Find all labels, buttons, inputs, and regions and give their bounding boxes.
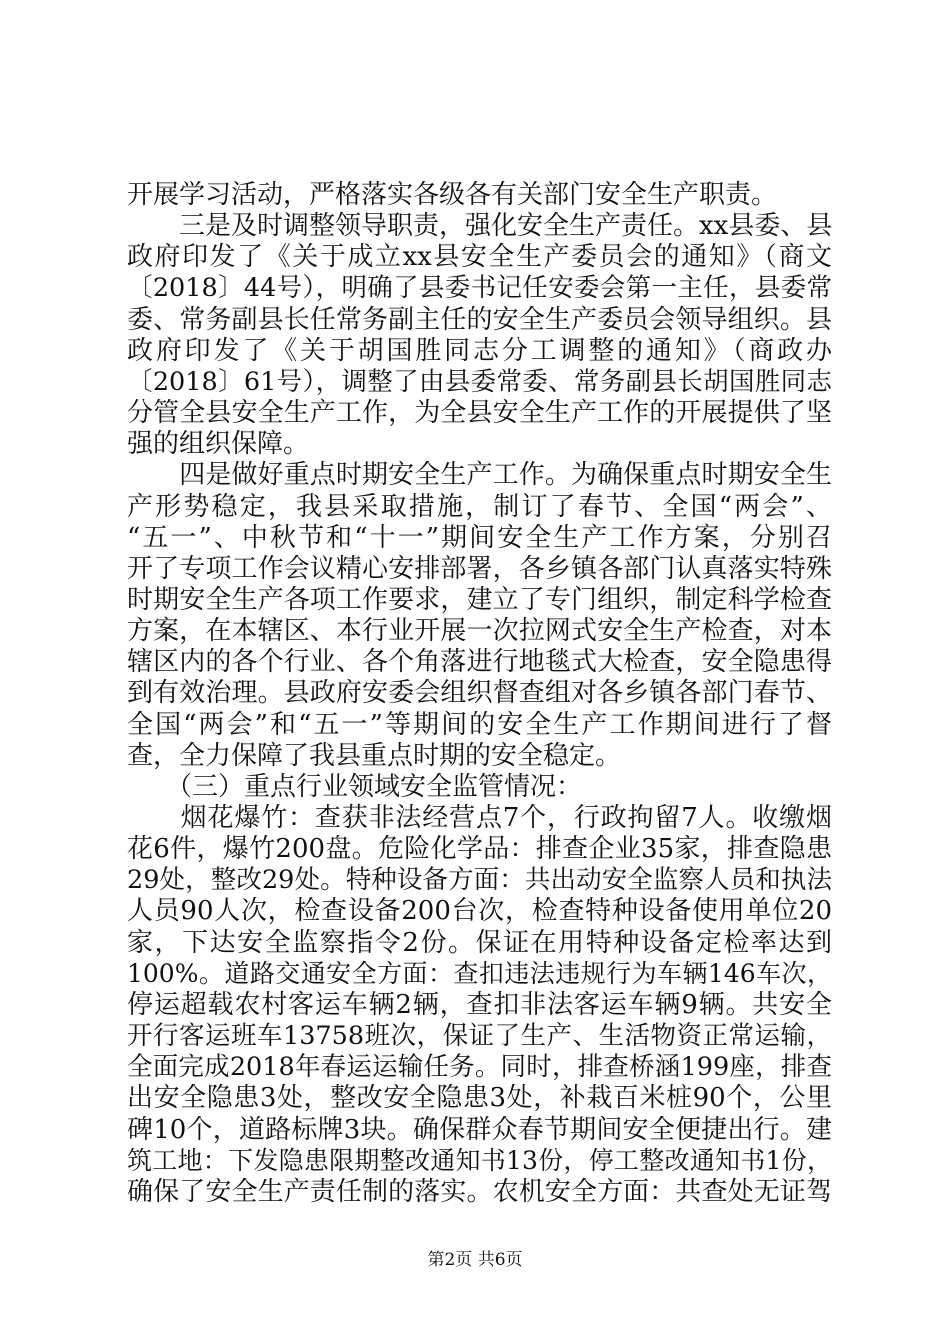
text-line: 全国“两会”和“五一”等期间的安全生产工作期间进行了督 xyxy=(127,709,832,740)
text-line: 三是及时调整领导职责，强化安全生产责任。xx县委、县 xyxy=(127,211,832,242)
text-line: 分管全县安全生产工作，为全县安全生产工作的开展提供了坚 xyxy=(127,398,832,429)
text-line: 〔2018〕44号），明确了县委书记任安委会第一主任，县委常 xyxy=(127,273,832,304)
text-line: 碑10个，道路标牌3块。确保群众春节期间安全便捷出行。建 xyxy=(127,1114,832,1145)
text-line: 开了专项工作会议精心安排部署，各乡镇各部门认真落实特殊 xyxy=(127,553,832,584)
text-line: 〔2018〕61号），调整了由县委常委、常务副县长胡国胜同志 xyxy=(127,366,832,397)
text-line: 花6件，爆竹200盘。危险化学品：排查企业35家，排查隐患 xyxy=(127,834,832,865)
text-line: 查，全力保障了我县重点时期的安全稳定。 xyxy=(127,740,622,771)
text-line: 全面完成2018年春运运输任务。同时，排查桥涵199座，排查 xyxy=(127,1052,832,1083)
text-line: 29处，整改29处。特种设备方面：共出动安全监察人员和执法 xyxy=(127,865,832,896)
text-line: 确保了安全生产责任制的落实。农机安全方面：共查处无证驾 xyxy=(127,1176,832,1207)
text-line: 人员90人次，检查设备200台次，检查特种设备使用单位20 xyxy=(127,896,832,927)
text-line: 筑工地：下发隐患限期整改通知书13份，停工整改通知书1份， xyxy=(127,1145,832,1175)
page-footer: 第2页 共6页 xyxy=(427,1250,523,1270)
text-line: 时期安全生产各项工作要求，建立了专门组织，制定科学检查 xyxy=(127,584,832,615)
text-line: 到有效治理。县政府安委会组织督查组对各乡镇各部门春节、 xyxy=(127,678,832,709)
text-line: 家，下达安全监察指令2份。保证在用特种设备定检率达到 xyxy=(127,927,832,958)
text-line: （三）重点行业领域安全监管情况： xyxy=(127,771,583,802)
text-line: 委、常务副县长任常务副主任的安全生产委员会领导组织。县 xyxy=(127,304,832,335)
text-line: 四是做好重点时期安全生产工作。为确保重点时期安全生 xyxy=(127,460,832,491)
text-line: 100%。道路交通安全方面：查扣违法违规行为车辆146车次， xyxy=(127,958,832,988)
text-line: 产形势稳定，我县采取措施，制订了春节、全国“两会”、 xyxy=(127,491,832,522)
text-line: “五一”、中秋节和“十一”期间安全生产工作方案，分别召 xyxy=(127,522,832,553)
text-line: 停运超载农村客运车辆2辆，查扣非法客运车辆9辆。共安全 xyxy=(127,989,832,1020)
text-line: 政府印发了《关于成立xx县安全生产委员会的通知》（商文 xyxy=(127,242,832,273)
text-line: 政府印发了《关于胡国胜同志分工调整的通知》（商政办 xyxy=(127,335,832,366)
text-line: 辖区内的各个行业、各个角落进行地毯式大检查，安全隐患得 xyxy=(127,647,832,678)
text-line: 方案，在本辖区、本行业开展一次拉网式安全生产检查，对本 xyxy=(127,616,832,647)
text-line: 烟花爆竹：查获非法经营点7个，行政拘留7人。收缴烟 xyxy=(127,803,832,833)
text-line: 开行客运班车13758班次，保证了生产、生活物资正常运输， xyxy=(127,1021,832,1052)
text-line: 开展学习活动，严格落实各级各有关部门安全生产职责。 xyxy=(127,180,778,210)
text-line: 出安全隐患3处，整改安全隐患3处，补栽百米桩90个，公里 xyxy=(127,1083,832,1114)
text-line: 强的组织保障。 xyxy=(127,429,310,460)
